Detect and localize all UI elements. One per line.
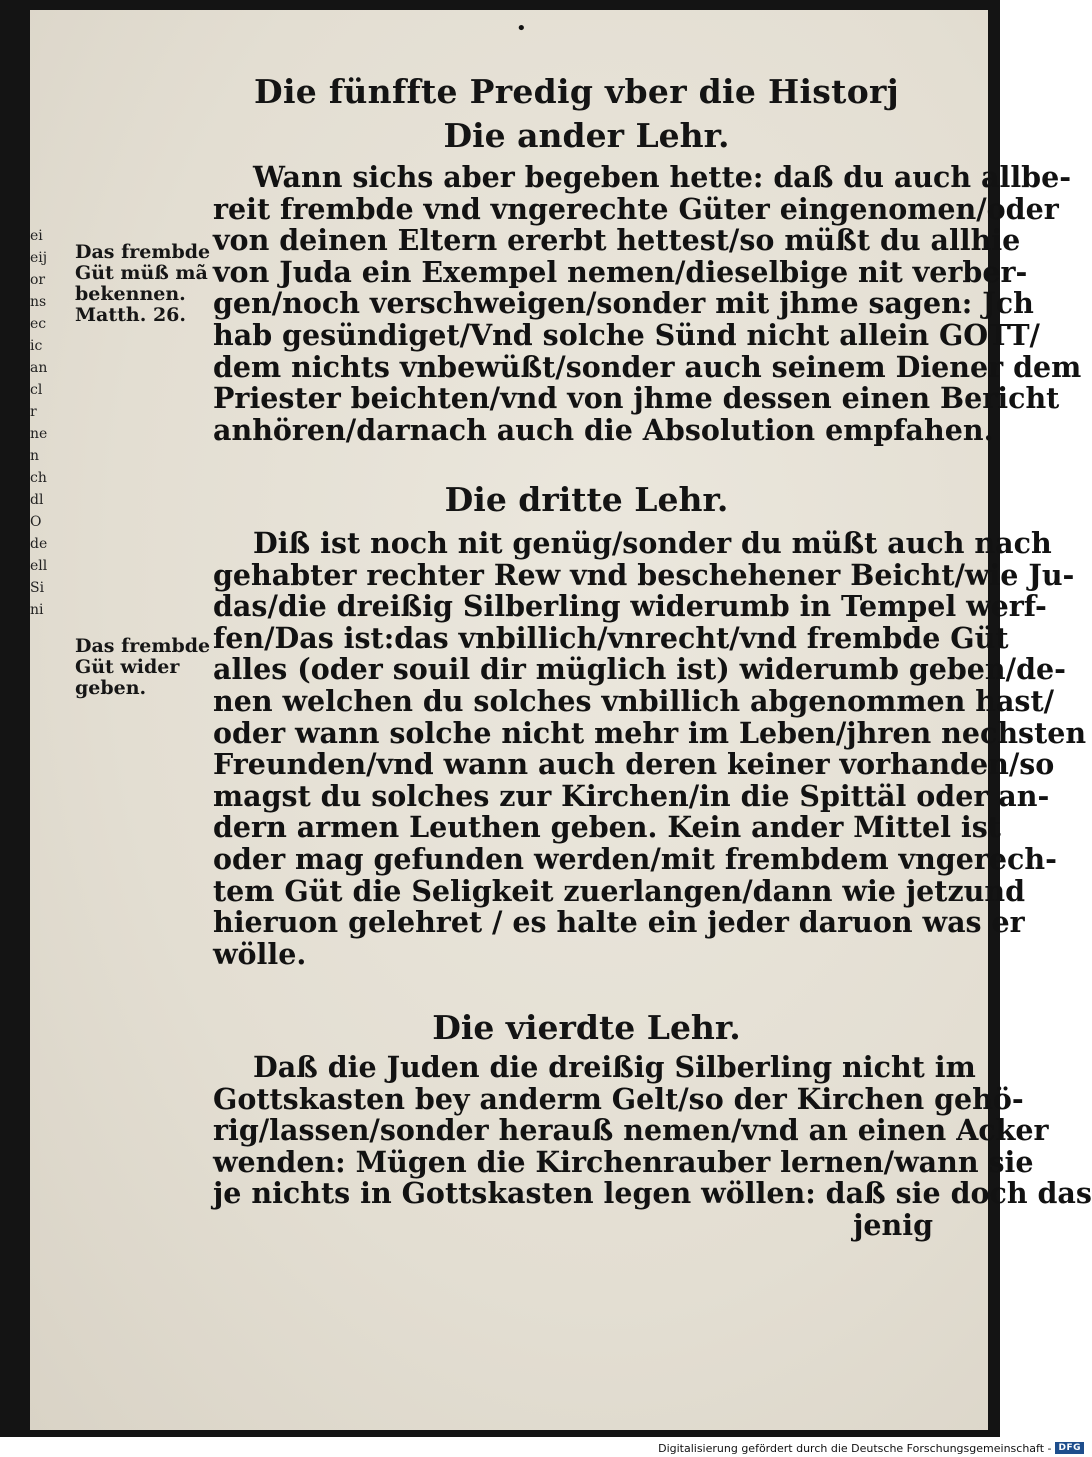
footer-text: Digitalisierung gefördert durch die Deutsche Forschungsgemeinschaft -: [658, 1441, 1052, 1455]
digitization-footer: [658, 1440, 1084, 1456]
text-line: oder wann solche nicht mehr im Leben/jhren nechsten: [213, 715, 1087, 750]
margin-note-line: Das frembde: [75, 635, 211, 657]
bleed-fragment: or: [30, 272, 46, 288]
text-line: Wann sichs aber begeben hette: daß du auch allbe-: [253, 160, 1072, 194]
section-body-ander-lehr: [213, 160, 1082, 447]
bleed-fragment: cl: [30, 382, 43, 398]
bleed-fragment: dl: [30, 492, 44, 508]
text-line: dem nichts vnbewüßt/sonder auch seinem Diener dem: [213, 349, 1082, 384]
text-line: hieruon gelehret / es halte ein jeder daruon was er: [213, 905, 1025, 940]
text-line: Gottskasten bey anderm Gelt/so der Kirchen gehö-: [213, 1081, 1024, 1116]
margin-note-line: Das frembde: [75, 241, 211, 263]
text-line: anhören/darnach auch die Absolution empfahen.: [213, 412, 994, 447]
text-line: Diß ist noch nit genüg/sonder du müßt auch nach: [253, 526, 1052, 560]
text-line: gen/noch verschweigen/sonder mit jhme sagen: Jch: [213, 286, 1034, 321]
running-head: Die fünffte Predig vber die Historj: [254, 72, 899, 111]
margin-note-wider-geben: [75, 635, 211, 699]
dfg-logo: DFG: [1055, 1442, 1084, 1454]
section-heading-ander-lehr: Die ander Lehr.: [443, 116, 730, 155]
text-line: reit frembde vnd vngerechte Güter eingenomen/oder: [213, 191, 1059, 226]
bleed-fragment: ni: [30, 602, 44, 618]
bleed-fragment: O: [30, 514, 42, 530]
text-line: nen welchen du solches vnbillich abgenommen hast/: [213, 683, 1055, 718]
catchword: jenig: [853, 1207, 933, 1242]
text-line: Freunden/vnd wann auch deren keiner vorhanden/so: [213, 747, 1055, 782]
margin-note-line: Matth. 26.: [75, 304, 186, 326]
bleed-fragment: ei: [30, 228, 43, 244]
bleed-fragment: ne: [30, 426, 48, 442]
text-line: rig/lassen/sonder herauß nemen/vnd an einen Acker: [213, 1113, 1049, 1148]
text-line: alles (oder souil dir müglich ist) widerumb geben/de-: [213, 652, 1066, 687]
bleed-fragment: ec: [30, 316, 47, 332]
text-line: Daß die Juden die dreißig Silberling nicht im: [253, 1050, 976, 1084]
text-line: dern armen Leuthen geben. Kein ander Mittel ist: [213, 810, 1001, 845]
bleed-fragment: ic: [30, 338, 43, 354]
facing-page-bleed: [30, 225, 60, 1025]
text-line: wölle.: [213, 936, 307, 971]
text-line: oder mag gefunden werden/mit frembdem vngerech-: [213, 841, 1057, 876]
margin-note-line: Güt wider: [75, 656, 180, 678]
bleed-fragment: ch: [30, 470, 47, 486]
text-line: von Juda ein Exempel nemen/dieselbige nit verber-: [213, 254, 1028, 289]
margin-note-line: Güt müß mã: [75, 262, 208, 284]
bleed-fragment: ell: [30, 558, 48, 574]
book-page: [30, 10, 1092, 1430]
text-line: gehabter rechter Rew vnd beschehener Beicht/wie Ju-: [213, 557, 1075, 592]
section-heading-dritte-lehr: Die dritte Lehr.: [444, 480, 729, 519]
section-heading-vierdte-lehr: Die vierdte Lehr.: [432, 1008, 741, 1047]
section-body-dritte-lehr: [213, 526, 1087, 971]
margin-note-bekennen: [75, 241, 211, 326]
bleed-fragment: Si: [30, 580, 45, 596]
text-line: von deinen Eltern ererbt hettest/so müßt du allhie: [213, 223, 1021, 258]
text-line: Priester beichten/vnd von jhme dessen einen Bericht: [213, 381, 1060, 416]
page-top-mark: •: [516, 18, 527, 39]
bleed-fragment: ns: [30, 294, 47, 310]
text-line: tem Güt die Seligkeit zuerlangen/dann wie jetzund: [213, 873, 1026, 908]
section-body-vierdte-lehr: [213, 1050, 1092, 1242]
bleed-fragment: eij: [30, 250, 48, 266]
bleed-fragment: r: [30, 404, 37, 420]
bleed-fragment: an: [30, 360, 48, 376]
bleed-fragment: n: [30, 448, 40, 464]
text-line: magst du solches zur Kirchen/in die Spittäl oder an-: [213, 778, 1050, 813]
margin-note-line: geben.: [75, 677, 147, 699]
text-line: wenden: Mügen die Kirchenrauber lernen/wann sie: [213, 1144, 1034, 1179]
text-line: das/die dreißig Silberling widerumb in Tempel werf-: [213, 589, 1047, 624]
bleed-fragment: de: [30, 536, 48, 552]
margin-note-line: bekennen.: [75, 283, 186, 305]
text-line: fen/Das ist:das vnbillich/vnrecht/vnd frembde Güt: [213, 620, 1009, 655]
text-line: hab gesündiget/Vnd solche Sünd nicht allein GOTT/: [213, 317, 1040, 352]
text-line: je nichts in Gottskasten legen wöllen: daß sie doch das: [213, 1176, 1092, 1211]
